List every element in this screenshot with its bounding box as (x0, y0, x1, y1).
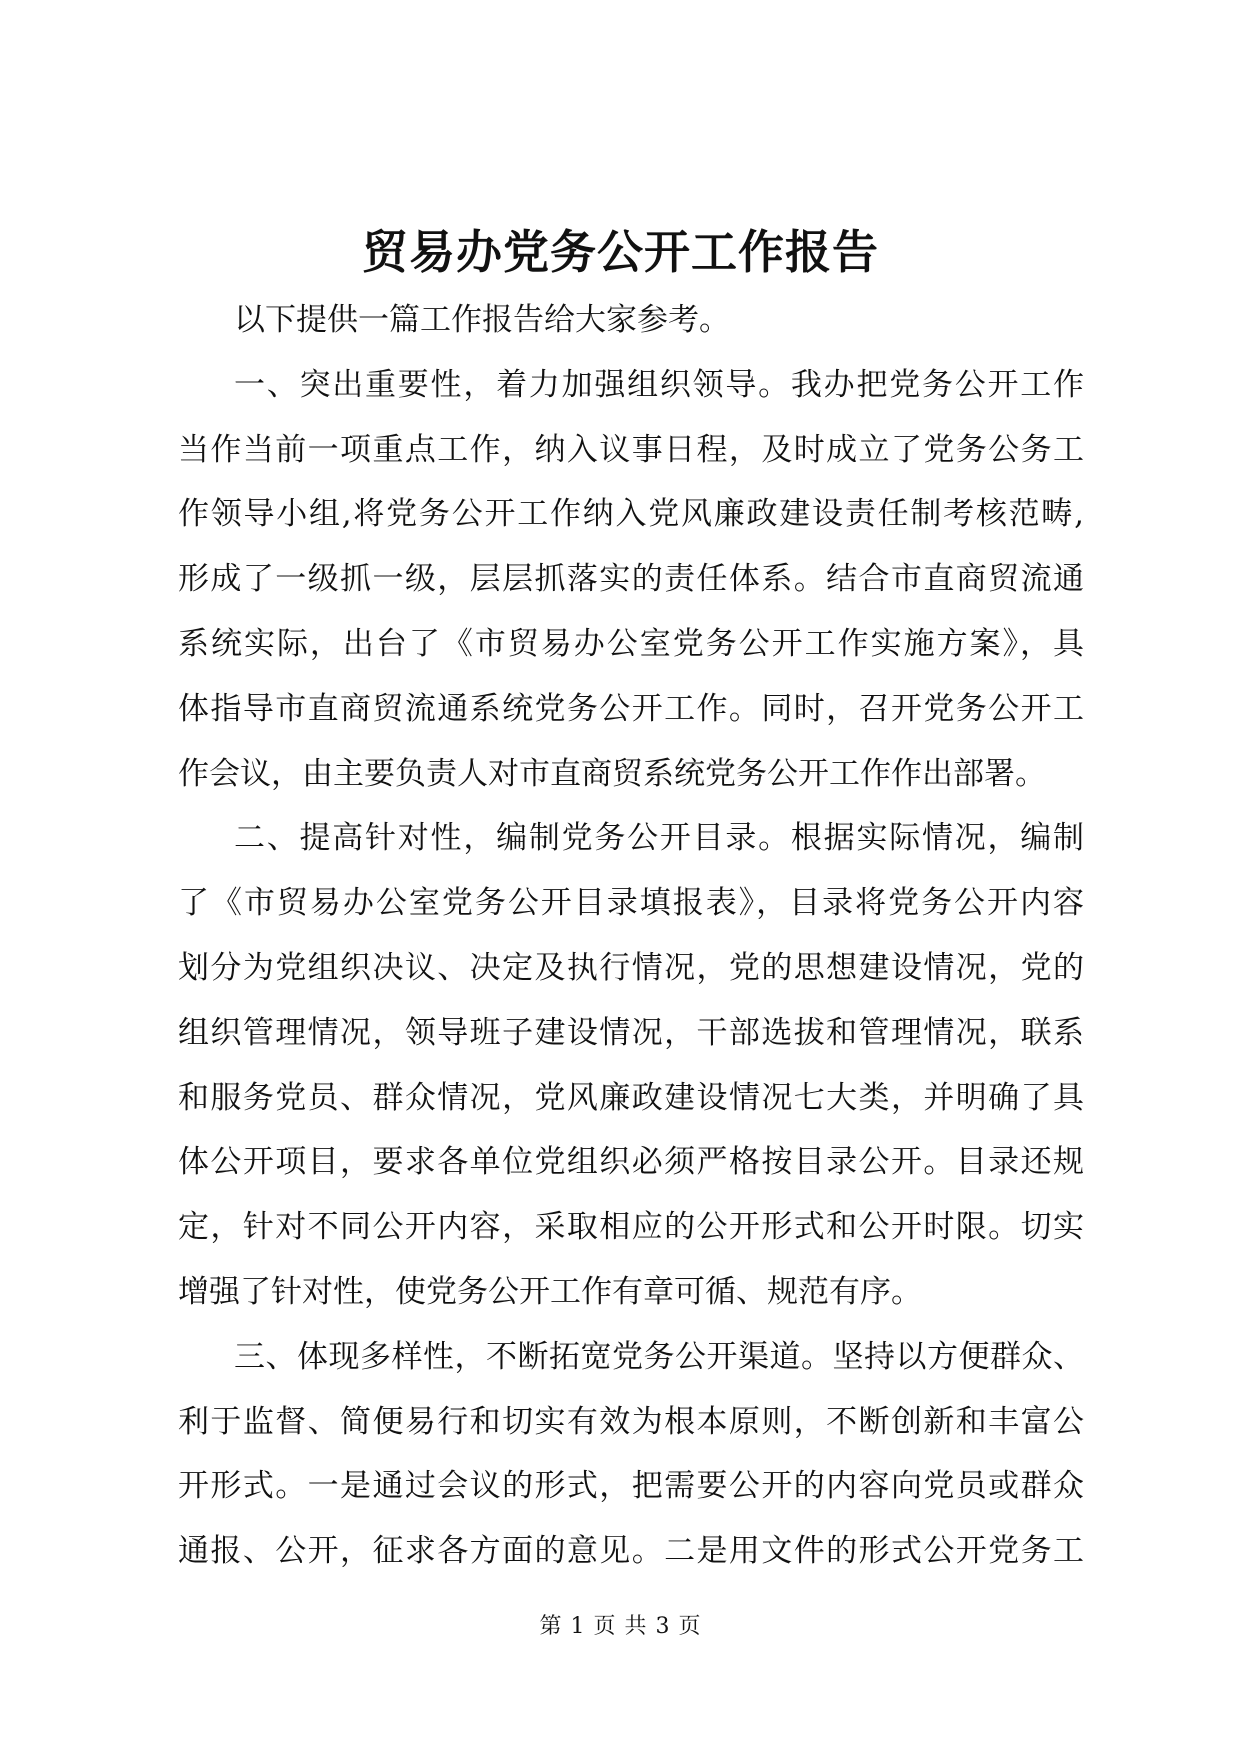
body-line: 开形式。一是通过会议的形式，把需要公开的内容向党员或群众 (178, 1468, 1084, 1505)
document-body (178, 288, 1084, 1584)
body-line: 增强了针对性，使党务公开工作有章可循、规范有序。 (178, 1273, 922, 1310)
body-line: 划分为党组织决议、决定及执行情况，党的思想建设情况，党的 (178, 949, 1084, 986)
body-line: 通报、公开，征求各方面的意见。二是用文件的形式公开党务工 (178, 1533, 1084, 1570)
body-line: 作领导小组,将党务公开工作纳入党风廉政建设责任制考核范畴, (178, 496, 1084, 533)
document-title: 贸易办党务公开工作报告 (362, 225, 879, 279)
body-line: 一、突出重要性，着力加强组织领导。我办把党务公开工作 (234, 366, 1084, 403)
page-number: 第 1 页 共 3 页 (539, 1614, 702, 1639)
body-line: 体指导市直商贸流通系统党务公开工作。同时，召开党务公开工 (178, 690, 1084, 727)
body-line: 作会议，由主要负责人对市直商贸系统党务公开工作作出部署。 (178, 755, 1046, 792)
body-line: 形成了一级抓一级，层层抓落实的责任体系。结合市直商贸流通 (178, 561, 1084, 598)
body-line: 三、体现多样性，不断拓宽党务公开渠道。坚持以方便群众、 (234, 1338, 1084, 1375)
body-line: 利于监督、简便易行和切实有效为根本原则，不断创新和丰富公 (178, 1403, 1084, 1440)
body-line: 当作当前一项重点工作，纳入议事日程，及时成立了党务公务工 (178, 431, 1084, 468)
body-line: 了《市贸易办公室党务公开目录填报表》，目录将党务公开内容 (178, 885, 1084, 922)
body-line: 以下提供一篇工作报告给大家参考。 (234, 302, 730, 338)
body-line: 二、提高针对性，编制党务公开目录。根据实际情况，编制 (234, 820, 1084, 857)
body-line: 系统实际，出台了《市贸易办公室党务公开工作实施方案》，具 (178, 625, 1084, 662)
body-line: 定，针对不同公开内容，采取相应的公开形式和公开时限。切实 (178, 1209, 1084, 1246)
body-line: 组织管理情况，领导班子建设情况，干部选拔和管理情况，联系 (178, 1014, 1084, 1051)
body-line: 和服务党员、群众情况，党风廉政建设情况七大类，并明确了具 (178, 1079, 1084, 1116)
body-line: 体公开项目，要求各单位党组织必须严格按目录公开。目录还规 (178, 1144, 1084, 1181)
